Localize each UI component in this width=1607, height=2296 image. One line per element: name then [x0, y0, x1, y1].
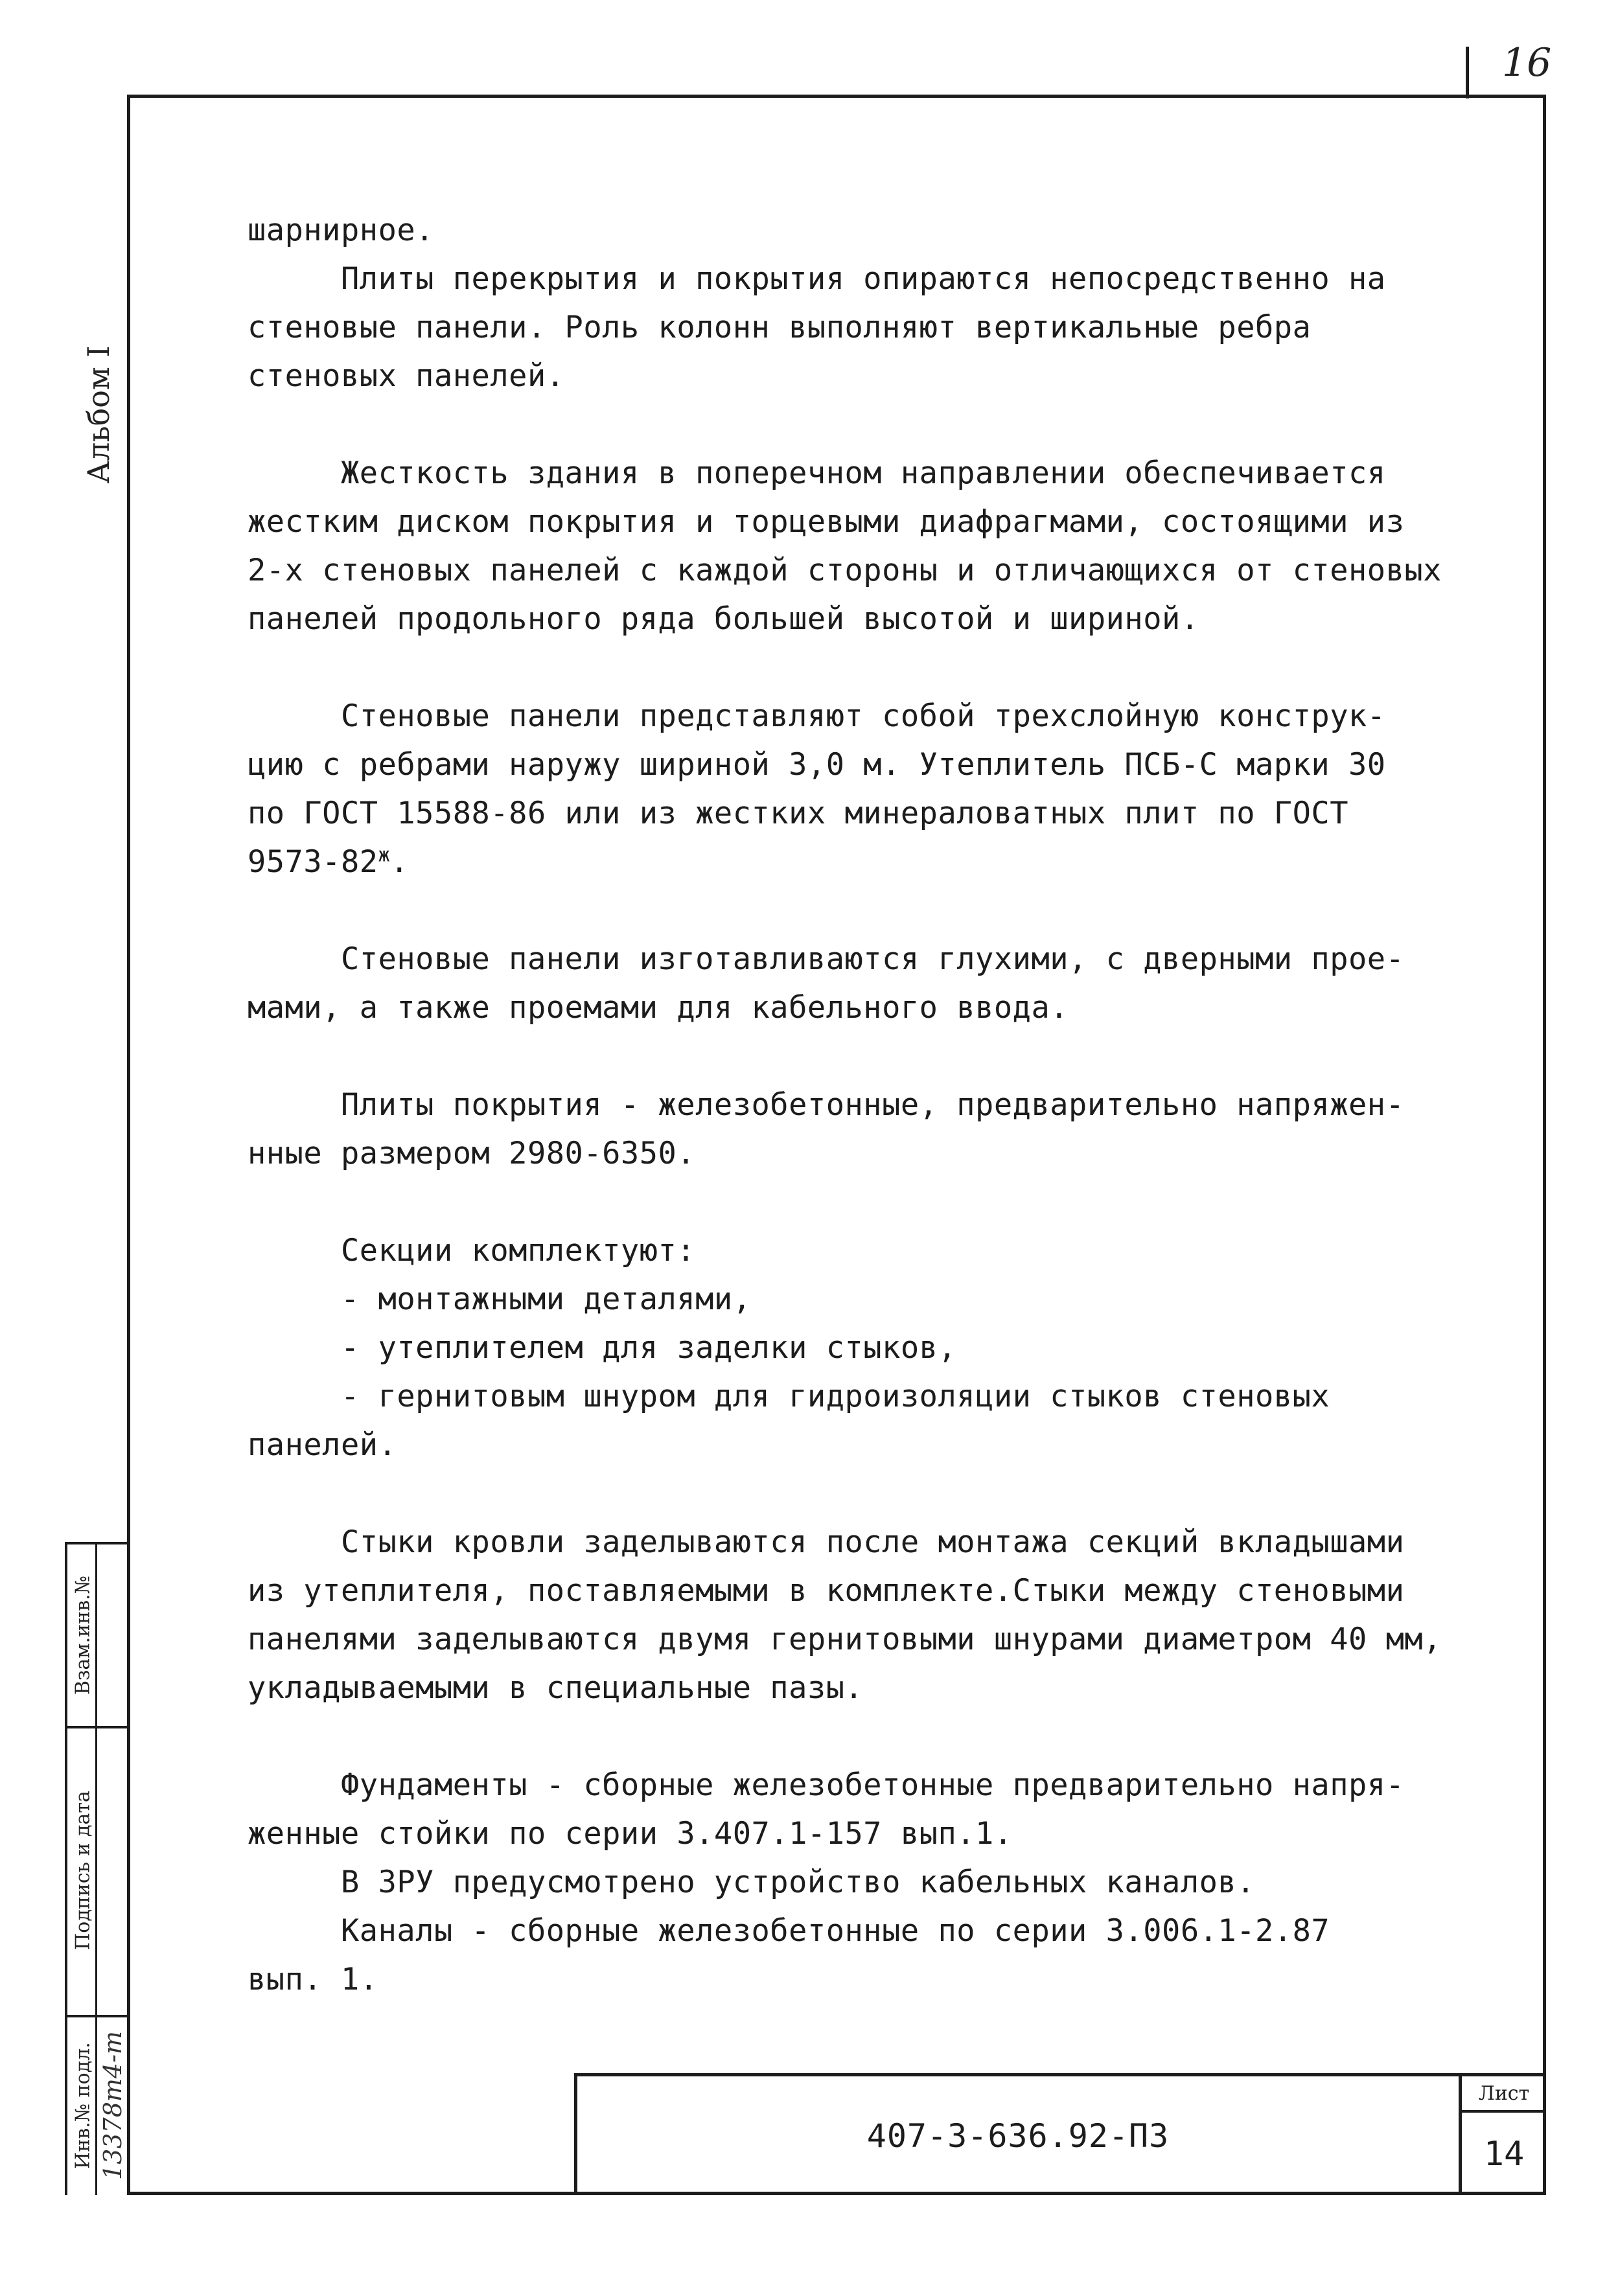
- text-line: В ЗРУ предусмотрено устройство кабельных каналов.: [248, 1865, 1256, 1900]
- paragraph: [248, 1226, 1537, 1469]
- text-line: жестким диском покрытия и торцевыми диафрагмами, состоящими из: [248, 504, 1405, 540]
- sheet-label: Лист: [1462, 2076, 1546, 2113]
- text-line: Секции комплектуют:: [248, 1233, 696, 1269]
- text-line: по ГОСТ 15588-86 или из жестких минераловатных плит по ГОСТ: [248, 796, 1348, 831]
- text-line: - гернитовым шнуром для гидроизоляции стыков стеновых: [248, 1379, 1330, 1414]
- paragraph: [248, 692, 1537, 886]
- text-line: Стыки кровли заделываются после монтажа секций вкладышами: [248, 1524, 1405, 1560]
- paragraph: [248, 935, 1537, 1032]
- text-line: укладываемыми в специальные пазы.: [248, 1670, 864, 1706]
- title-block: [574, 2073, 1546, 2195]
- text-line: шарнирное.: [248, 212, 434, 248]
- text-line: нные размером 2980-6350.: [248, 1136, 696, 1171]
- side-stamp-divider: [67, 2015, 127, 2017]
- side-stamp-handwritten-inv: 13378т4-т: [98, 2031, 127, 2180]
- text-line: Стеновые панели представляют собой трехслойную конструк-: [248, 698, 1386, 734]
- text-line: Плиты покрытия - железобетонные, предварительно напряжен-: [248, 1087, 1405, 1123]
- paragraph: [248, 255, 1537, 400]
- paragraph: [248, 206, 1537, 255]
- text-line: панелями заделываются двумя гернитовыми шнурами диаметром 40 мм,: [248, 1622, 1442, 1657]
- page-number-tick: [1466, 47, 1469, 98]
- text-line: Жесткость здания в поперечном направлении обеспечивается: [248, 455, 1386, 491]
- side-stamp-inv-original: Инв.№ подл.: [71, 2042, 95, 2169]
- paragraph: [248, 1518, 1537, 1712]
- text-line: панелей продольного ряда большей высотой и шириной.: [248, 601, 1199, 637]
- text-line: 2-х стеновых панелей с каждой стороны и отличающихся от стеновых: [248, 553, 1442, 588]
- album-label: Альбом I: [81, 345, 116, 484]
- text-line: цию с ребрами наружу шириной 3,0 м. Утеплитель ПСБ-С марки 30: [248, 747, 1386, 783]
- page-number: 16: [1502, 40, 1552, 86]
- gost-number: 9573-82: [248, 844, 378, 880]
- text-line: - монтажными деталями,: [248, 1281, 752, 1317]
- text-line: - утеплителем для заделки стыков,: [248, 1330, 957, 1366]
- paragraph: [248, 1081, 1537, 1178]
- period: .: [390, 844, 409, 880]
- text-line: [248, 838, 1537, 886]
- sheet-number: 14: [1483, 2134, 1525, 2174]
- side-stamp-replace-inv: Взам.инв.№: [71, 1576, 95, 1695]
- gost-superscript: ж: [378, 844, 391, 867]
- document-body: [248, 206, 1537, 2004]
- paragraph: [248, 449, 1537, 643]
- paragraph: [248, 1761, 1537, 2004]
- text-line: из утеплителя, поставляемыми в комплекте.Стыки между стеновыми: [248, 1573, 1405, 1609]
- text-line: женные стойки по серии 3.407.1-157 вып.1.: [248, 1816, 1013, 1852]
- side-stamp-signature-date: Подпись и дата: [71, 1791, 95, 1950]
- text-line: вып. 1.: [248, 1962, 378, 1997]
- text-line: Каналы - сборные железобетонные по серии 3.006.1-2.87: [248, 1913, 1330, 1949]
- document-code: 407-3-636.92-ПЗ: [866, 2117, 1170, 2155]
- side-stamp: [65, 1542, 127, 2195]
- sheet-box: [1459, 2076, 1546, 2195]
- side-stamp-divider: [67, 1726, 127, 1728]
- text-line: стеновые панели. Роль колонн выполняют вертикальные ребра: [248, 310, 1312, 345]
- text-line: Стеновые панели изготавливаются глухими, с дверными прое-: [248, 941, 1405, 977]
- text-line: стеновых панелей.: [248, 358, 565, 394]
- text-line: панелей.: [248, 1427, 397, 1463]
- text-line: Плиты перекрытия и покрытия опираются непосредственно на: [248, 261, 1386, 297]
- text-line: мами, а также проемами для кабельного ввода.: [248, 990, 1069, 1026]
- text-line: Фундаменты - сборные железобетонные предварительно напря-: [248, 1767, 1405, 1803]
